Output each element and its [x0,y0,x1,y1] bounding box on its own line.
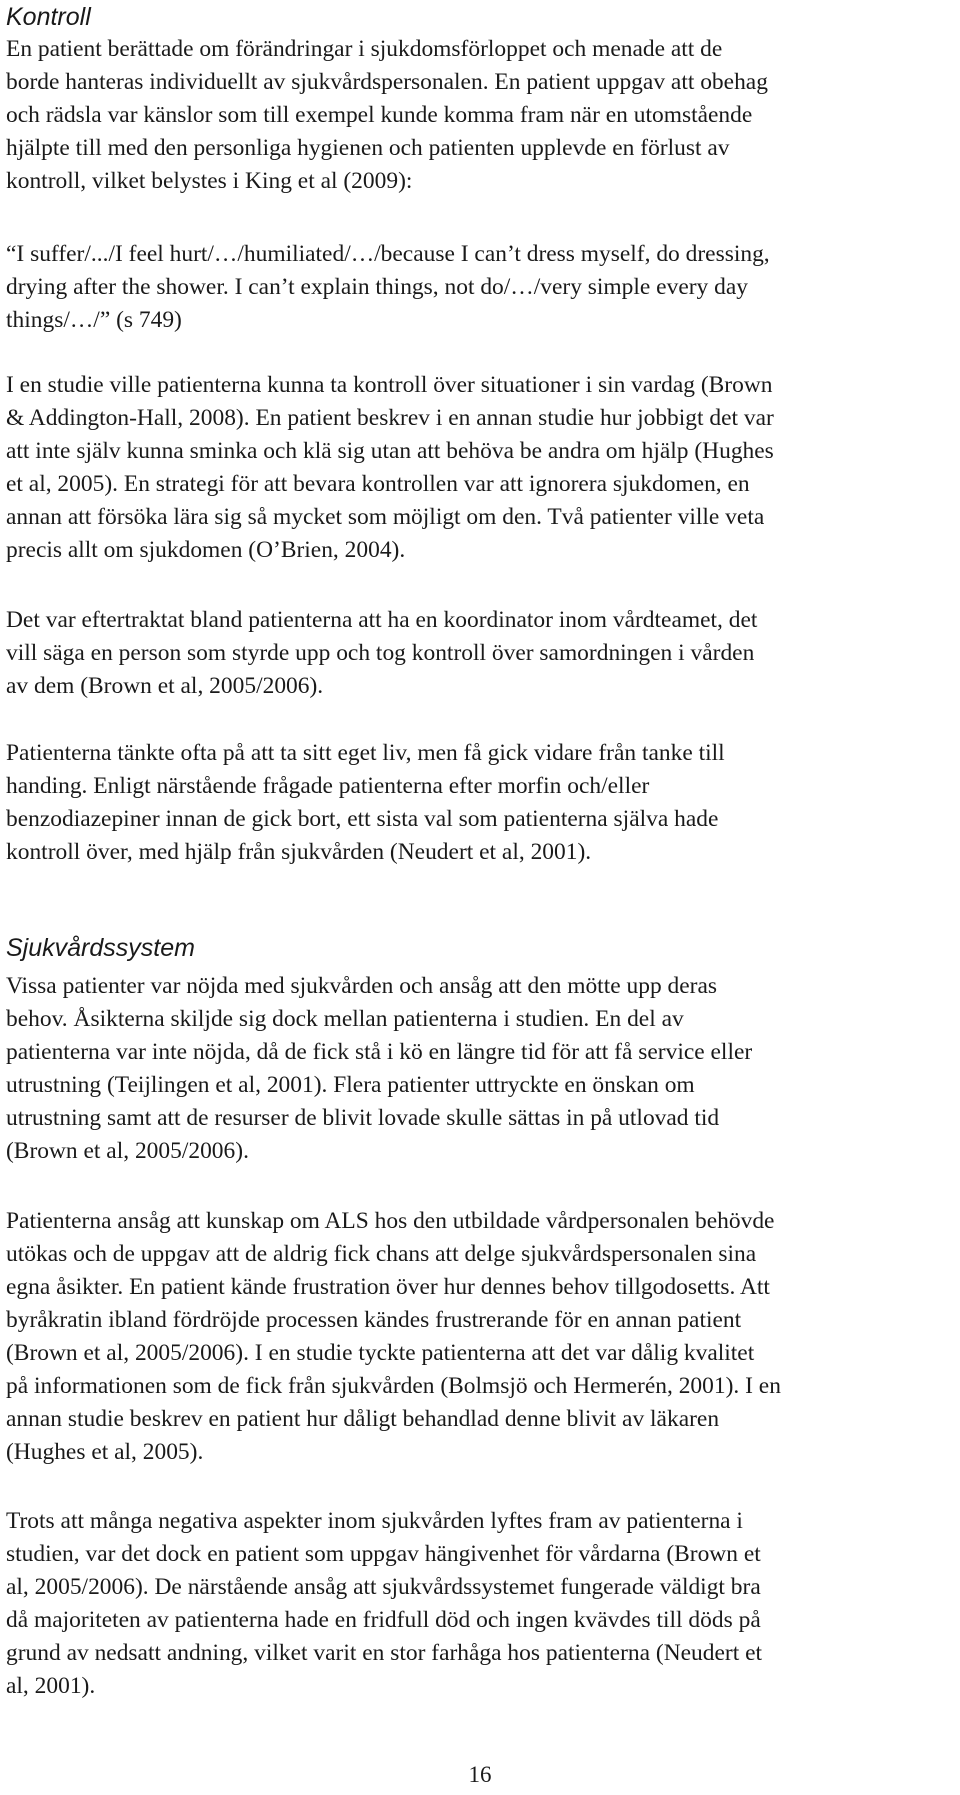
text-line: annan att försöka lära sig så mycket som möjligt om den. Två patienter ville veta [6,504,765,530]
text-line: grund av nedsatt andning, vilket varit en stor farhåga hos patienterna (Neudert et [6,1640,763,1666]
text-line: drying after the shower. I can’t explain things, not do/…/very simple every day [6,274,748,300]
text-line: (Hughes et al, 2005). [6,1439,204,1465]
page-number: 16 [468,1762,492,1787]
section-heading-kontroll: Kontroll [6,3,91,31]
text-line: egna åsikter. En patient kände frustration över hur dennes behov tillgodosetts. Att [6,1274,770,1300]
paragraph [6,604,956,703]
text-line: utökas och de uppgav att de aldrig fick chans att delge sjukvårdspersonalen sina [6,1241,757,1267]
text-line: vill säga en person som styrde upp och tog kontroll över samordningen i vården [6,640,755,666]
text-line: (Brown et al, 2005/2006). I en studie tyckte patienterna att det var dålig kvalitet [6,1340,755,1366]
paragraph [6,1505,956,1703]
text-line: kontroll över, med hjälp från sjukvården (Neudert et al, 2001). [6,839,592,865]
text-line: handing. Enligt närstående frågade patienterna efter morfin och/eller [6,773,650,799]
text-line: I en studie ville patienterna kunna ta kontroll över situationer i sin vardag (Brown [6,372,773,398]
text-line: hjälpte till med den personliga hygienen och patienten upplevde en förlust av [6,135,730,161]
text-line: av dem (Brown et al, 2005/2006). [6,673,324,699]
text-line: En patient berättade om förändringar i sjukdomsförloppet och menade att de [6,36,723,62]
paragraph [6,369,956,567]
text-line: byråkratin ibland fördröjde processen kändes frustrerande för en annan patient [6,1307,742,1333]
text-line: kontroll, vilket belystes i King et al (2009): [6,168,413,194]
text-line: Det var eftertraktat bland patienterna att ha en koordinator inom vårdteamet, det [6,607,758,633]
quote-paragraph [6,238,956,337]
text-line: benzodiazepiner innan de gick bort, ett sista val som patienterna själva hade [6,806,719,832]
paragraph [6,33,956,198]
paragraph [6,970,956,1168]
text-line: al, 2005/2006). De närstående ansåg att sjukvårdssystemet fungerade väldigt bra [6,1574,761,1600]
text-line: att inte själv kunna sminka och klä sig utan att behöva be andra om hjälp (Hughes [6,438,774,464]
text-line: precis allt om sjukdomen (O’Brien, 2004). [6,537,406,563]
text-line: Trots att många negativa aspekter inom sjukvården lyftes fram av patienterna i [6,1508,743,1534]
text-line: studien, var det dock en patient som uppgav hängivenhet för vårdarna (Brown et [6,1541,761,1567]
text-line: Patienterna ansåg att kunskap om ALS hos den utbildade vårdpersonalen behövde [6,1208,775,1234]
section-heading-sjukvardssystem: Sjukvårdssystem [6,934,195,962]
text-line: utrustning (Teijlingen et al, 2001). Flera patienter uttryckte en önskan om [6,1072,695,1098]
text-line: Patienterna tänkte ofta på att ta sitt eget liv, men få gick vidare från tanke till [6,740,725,766]
text-line: utrustning samt att de resurser de blivit lovade skulle sättas in på utlovad tid [6,1105,720,1131]
text-line: och rädsla var känslor som till exempel kunde komma fram när en utomstående [6,102,753,128]
text-line: “I suffer/.../I feel hurt/…/humiliated/…/because I can’t dress myself, do dressing, [6,241,770,267]
paragraph [6,737,956,869]
text-line: & Addington-Hall, 2008). En patient beskrev i en annan studie hur jobbigt det var [6,405,774,431]
text-line: annan studie beskrev en patient hur dåligt behandlad denne blivit av läkaren [6,1406,720,1432]
text-line: et al, 2005). En strategi för att bevara kontrollen var att ignorera sjukdomen, en [6,471,750,497]
text-line: things/…/” (s 749) [6,307,182,333]
paragraph [6,1205,956,1469]
text-line: Vissa patienter var nöjda med sjukvården och ansåg att den mötte upp deras [6,973,718,999]
text-line: patienterna var inte nöjda, då de fick stå i kö en längre tid för att få service eller [6,1039,753,1065]
text-line: (Brown et al, 2005/2006). [6,1138,249,1164]
text-line: då majoriteten av patienterna hade en fridfull död och ingen kvävdes till döds på [6,1607,761,1633]
text-line: behov. Åsikterna skiljde sig dock mellan patienterna i studien. En del av [6,1006,684,1032]
text-line: borde hanteras individuellt av sjukvårdspersonalen. En patient uppgav att obehag [6,69,768,95]
text-line: på informationen som de fick från sjukvården (Bolmsjö och Hermerén, 2001). I en [6,1373,781,1399]
text-line: al, 2001). [6,1673,96,1699]
